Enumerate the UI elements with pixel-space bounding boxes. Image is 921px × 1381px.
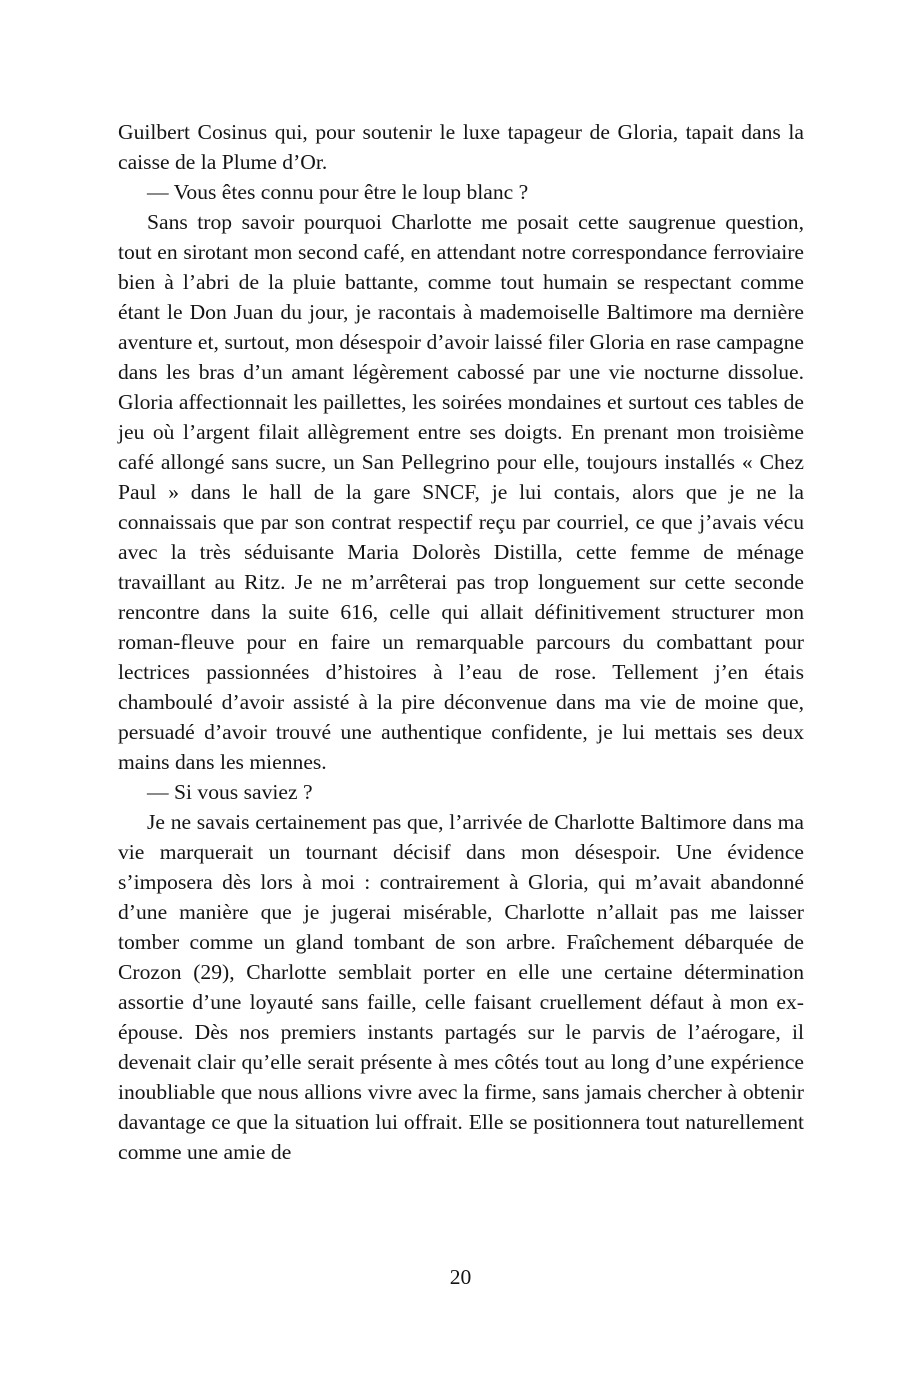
page-number: 20: [449, 1265, 472, 1289]
paragraph: Je ne savais certainement pas que, l’arrivée de Charlotte Baltimore dans ma vie marquerait un tournant décisif dans mon désespoir. Une évidence s’imposera dès lors à moi : contrairement à Gloria, qui m’avait abandonné d’une manière que je jugerai misérable, Charlotte n’allait pas me laisser tomber comme un gland tombant de son arbre. Fraîchement débarquée de Crozon (29), Charlotte semblait porter en elle une certaine détermination assortie d’une loyauté sans faille, celle faisant cruellement défaut à mon ex-épouse. Dès nos premiers instants partagés sur le parvis de l’aérogare, il devenait clair qu’elle serait présente à mes côtés tout au long d’une expérience inoubliable que nous allions vivre avec la firme, sans jamais chercher à obtenir davantage ce que la situation lui offrait. Elle se positionnera tout naturellement comme une amie de: [118, 810, 804, 1164]
dialogue-line: — Vous êtes connu pour être le loup blanc ?: [147, 180, 529, 204]
paragraph-continuation: Guilbert Cosinus qui, pour soutenir le luxe tapageur de Gloria, tapait dans la caisse de la Plume d’Or.: [118, 120, 804, 174]
body-text: [118, 117, 804, 1167]
dialogue-line: — Si vous saviez ?: [147, 780, 313, 804]
paragraph: Sans trop savoir pourquoi Charlotte me posait cette saugrenue question, tout en sirotant mon second café, en attendant notre correspondance ferroviaire bien à l’abri de la pluie battante, comme tout humain se respectant comme étant le Don Juan du jour, je racontais à mademoiselle Baltimore ma dernière aventure et, surtout, mon désespoir d’avoir laissé filer Gloria en rase campagne dans les bras d’un amant légèrement cabossé par une vie nocturne dissolue. Gloria affectionnait les paillettes, les soirées mondaines et surtout ces tables de jeu où l’argent filait allègrement entre ses doigts. En prenant mon troisième café allongé sans sucre, un San Pellegrino pour elle, toujours installés « Chez Paul » dans le hall de la gare SNCF, je lui contais, alors que je ne la connaissais que par son contrat respectif reçu par courriel, ce que j’avais vécu avec la très séduisante Maria Dolorès Distilla, cette femme de ménage travaillant au Ritz. Je ne m’arrêterai pas trop longuement sur cette seconde rencontre dans la suite 616, celle qui allait définitivement structurer mon roman-fleuve pour en faire un remarquable parcours du combattant pour lectrices passionnées d’histoires à l’eau de rose. Tellement j’en étais chamboulé d’avoir assisté à la pire déconvenue dans ma vie de moine que, persuadé d’avoir trouvé une authentique confidente, je lui mettais ses deux mains dans les miennes.: [118, 210, 804, 774]
